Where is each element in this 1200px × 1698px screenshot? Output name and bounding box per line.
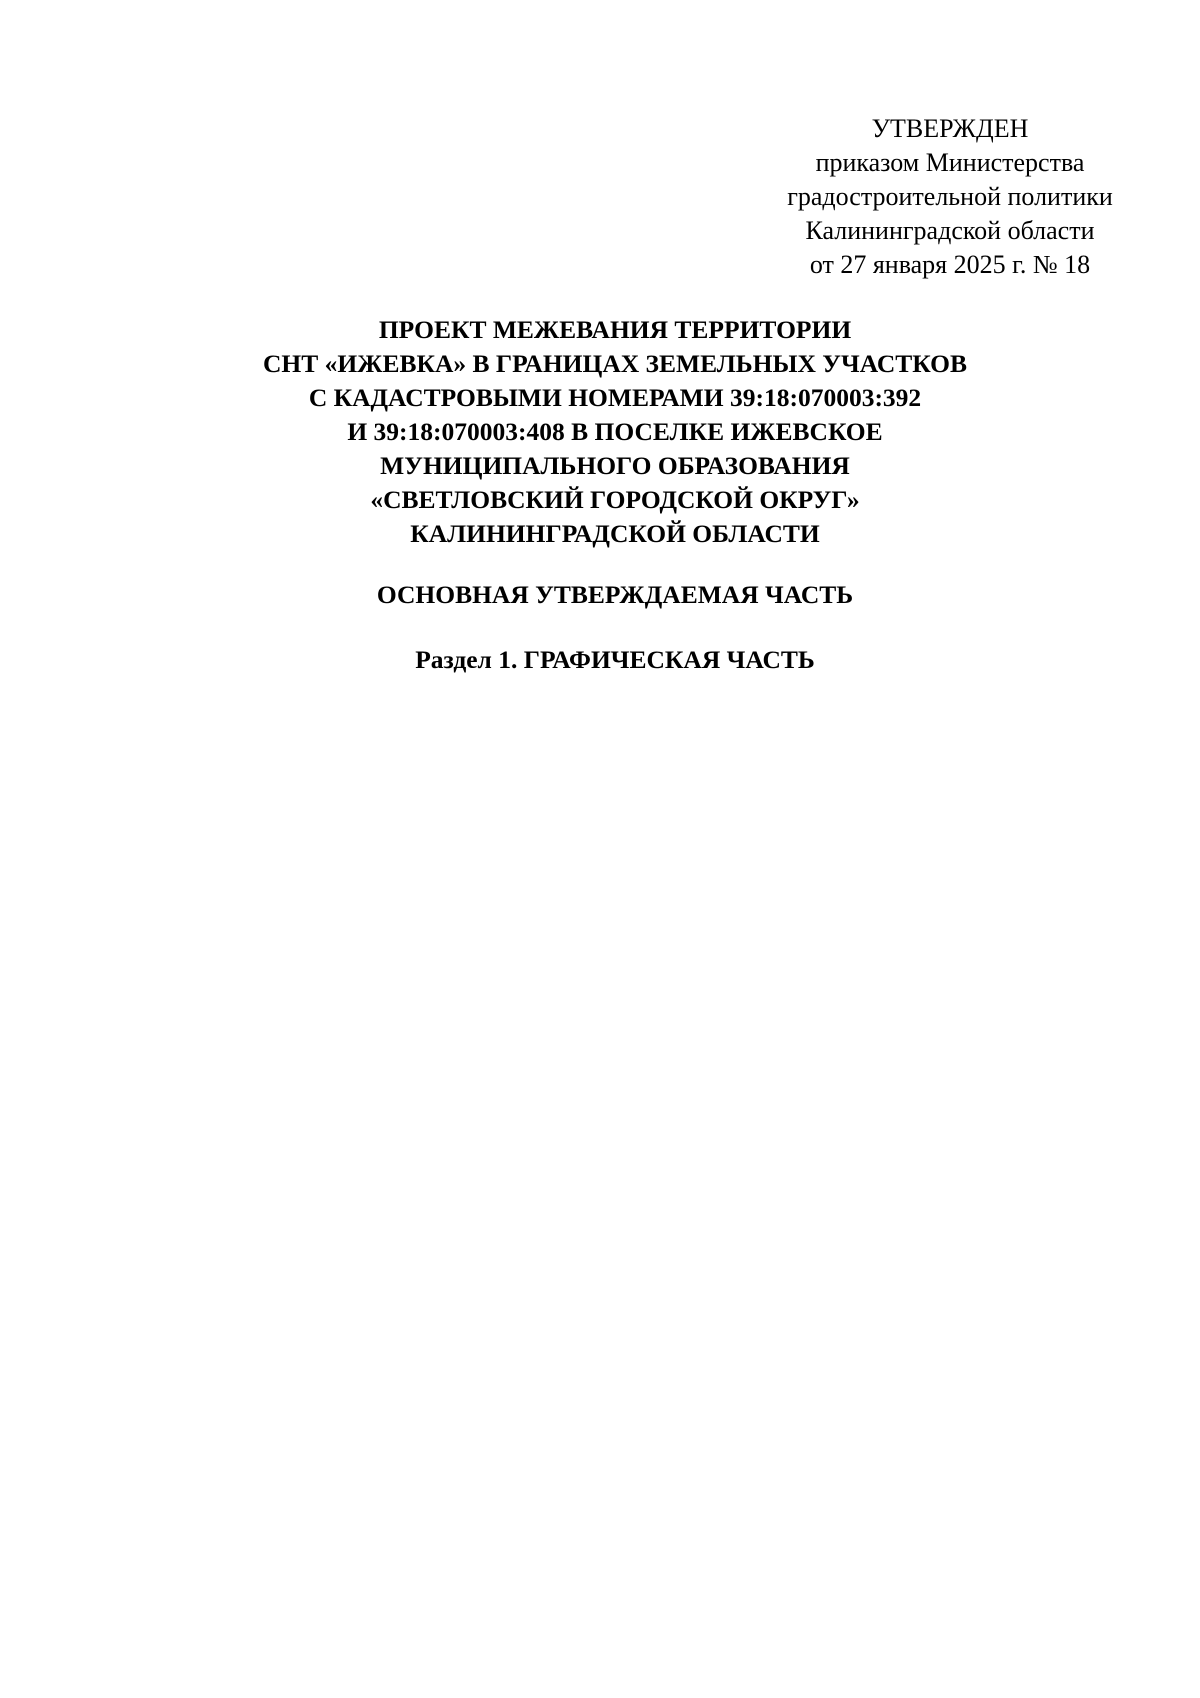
document-title bbox=[140, 313, 1090, 551]
section-heading: Раздел 1. ГРАФИЧЕСКАЯ ЧАСТЬ bbox=[415, 645, 815, 674]
title-line: И 39:18:070003:408 В ПОСЕЛКЕ ИЖЕВСКОЕ bbox=[347, 417, 883, 446]
approval-line: от 27 января 2025 г. № 18 bbox=[809, 250, 1091, 279]
approval-line: Калининградской области bbox=[805, 216, 1095, 245]
approval-line: градостроительной политики bbox=[787, 182, 1113, 211]
approval-stamp bbox=[760, 112, 1140, 282]
approval-line: УТВЕРЖДЕН bbox=[871, 114, 1029, 143]
title-line: ПРОЕКТ МЕЖЕВАНИЯ ТЕРРИТОРИИ bbox=[378, 315, 852, 344]
title-line: МУНИЦИПАЛЬНОГО ОБРАЗОВАНИЯ bbox=[380, 451, 850, 480]
approval-line: приказом Министерства bbox=[815, 148, 1085, 177]
title-line: КАЛИНИНГРАДСКОЙ ОБЛАСТИ bbox=[410, 519, 820, 548]
title-line: «СВЕТЛОВСКИЙ ГОРОДСКОЙ ОКРУГ» bbox=[370, 485, 860, 514]
title-line: СНТ «ИЖЕВКА» В ГРАНИЦАХ ЗЕМЕЛЬНЫХ УЧАСТКОВ bbox=[263, 349, 967, 378]
part-heading: ОСНОВНАЯ УТВЕРЖДАЕМАЯ ЧАСТЬ bbox=[376, 580, 854, 609]
title-line: С КАДАСТРОВЫМИ НОМЕРАМИ 39:18:070003:392 bbox=[308, 383, 922, 412]
